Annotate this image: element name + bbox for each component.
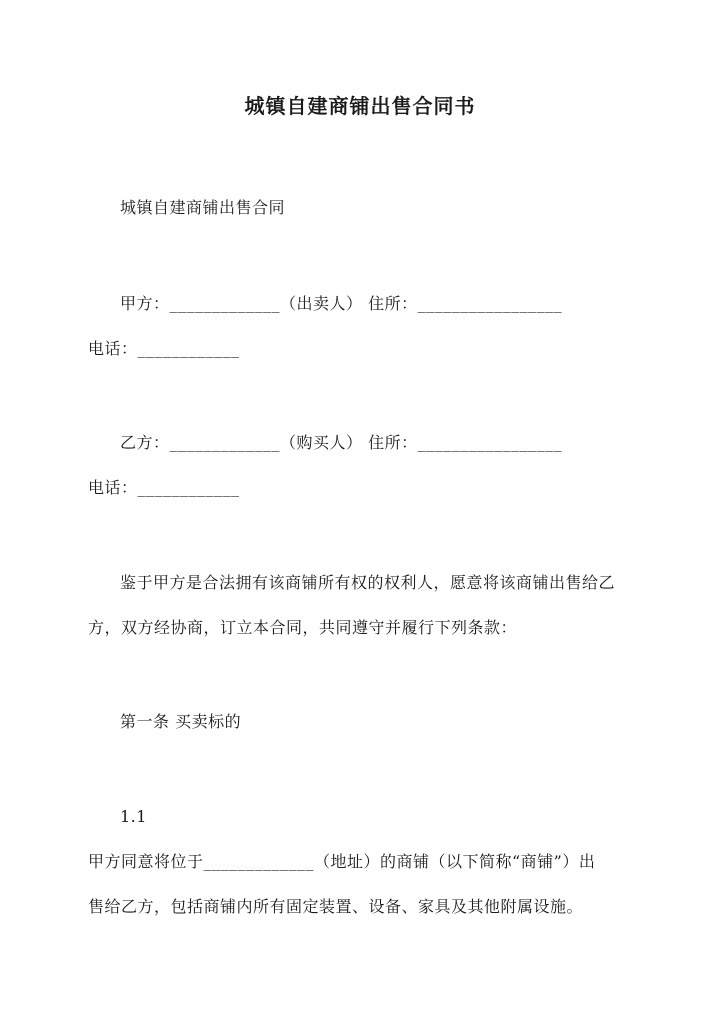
document-title: 城镇自建商铺出售合同书 <box>244 94 476 118</box>
preamble-line-2: 方，双方经协商，订立本合同，共同遵守并履行下列条款： <box>88 618 518 637</box>
party-b-line: 乙方：_____________（购买人） 住所：_________________ <box>120 433 563 452</box>
party-a-line: 甲方：_____________（出卖人） 住所：_________________ <box>120 294 563 313</box>
party-a-phone: 电话：____________ <box>88 339 240 358</box>
party-b-phone: 电话：____________ <box>88 478 240 497</box>
contract-subtitle: 城镇自建商铺出售合同 <box>120 198 286 217</box>
clause-1-1-line-1: 甲方同意将位于_____________（地址）的商铺（以下简称“商铺”）出 <box>88 852 596 871</box>
clause-1-1-number: 1.1 <box>120 807 147 826</box>
article-1-heading: 第一条 买卖标的 <box>120 712 242 731</box>
clause-1-1-line-2: 售给乙方，包括商铺内所有固定装置、设备、家具及其他附属设施。 <box>88 897 584 916</box>
preamble-line-1: 鉴于甲方是合法拥有该商铺所有权的权利人，愿意将该商铺出售给乙 <box>120 573 616 592</box>
